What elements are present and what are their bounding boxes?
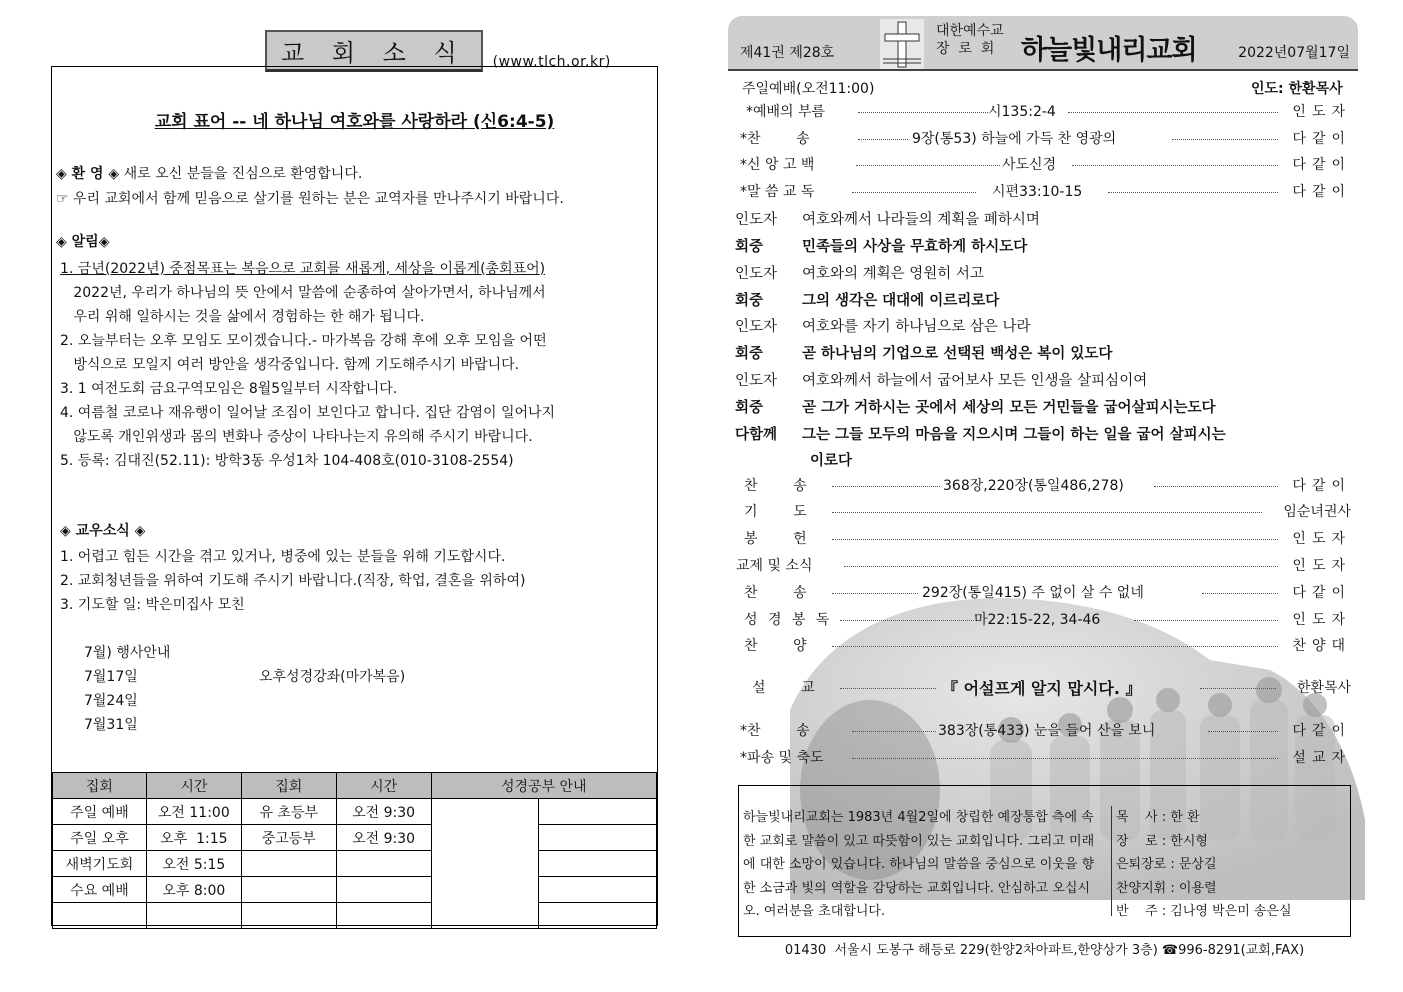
responsive-line: 이로다 xyxy=(810,453,853,469)
table-row xyxy=(53,877,657,903)
notice-item: 방식으로 모일지 여러 방안을 생각중입니다. 함께 기도해주시기 바랍니다. xyxy=(60,357,520,373)
table-cell xyxy=(539,877,657,903)
notice-item: 4. 여름철 코로나 재유행이 일어날 조짐이 보인다고 합니다. 집단 감염이 일어나지 xyxy=(60,405,556,421)
notice-item: 2. 오늘부터는 오후 모임도 모이겠습니다.- 마가복음 강해 후에 오후 모임을 어떤 xyxy=(60,333,547,349)
prayer-item: 1. 어렵고 힘든 시간을 겪고 있거나, 병중에 있는 분들을 위해 기도합시다. xyxy=(60,549,506,565)
service-title: 주일예배(오전11:00) xyxy=(742,81,875,97)
table-cell xyxy=(539,825,657,851)
responsive-line: 회중 곧 그가 거하시는 곳에서 세상의 모든 거민들을 굽어살피시는도다 xyxy=(735,400,1216,416)
column-header: 집회 xyxy=(241,773,336,799)
column-header: 집회 xyxy=(53,773,147,799)
church-intro-text: 하늘빛내리교회는 1983년 4월2일에 창립한 예장통합 측에 속한 교회로 말씀이 있고 따뜻함이 있는 교회입니다. 그리고 미래에 대한 소망이 있습니다. 하나님의 말씀을 중심으로 이웃을 향한 소금과 빛의 역할을 감당하는 교회입니다. 안심하고 오십시오. 여러분을 초대합니다. xyxy=(743,810,1095,919)
welcome-text: ☞ 우리 교회에서 함께 믿음으로 살기를 원하는 분은 교역자를 만나주시기 바랍니다. xyxy=(56,191,564,207)
order-item: *말 씀 교 독 시편33:10-15 다같이 xyxy=(740,184,1351,200)
table-cell: 오후 8:00 xyxy=(146,877,241,903)
church-address: 01430 서울시 도봉구 해등로 229(한양2차아파트,한양상가 3층) ☎996-8291(교회,FAX) xyxy=(784,943,1305,958)
prayer-heading: ◈ 교우소식 ◈ xyxy=(60,523,146,539)
table-cell: 오전 9:30 xyxy=(336,825,431,851)
order-item: 기 도 임순녀권사 xyxy=(744,504,1351,520)
page-title: 교 회 소 식 xyxy=(265,30,483,72)
staff-item: 장 로 : 한시형 xyxy=(1116,833,1208,849)
sermon-title: 『 어설프게 알지 맙시다. 』 xyxy=(942,679,1142,698)
notice-item: 5. 등록: 김대진(52.11): 방학3동 우성1차 104-408호(010-3108-2554) xyxy=(60,453,514,469)
table-cell: 유 초등부 xyxy=(241,799,336,825)
table-cell xyxy=(539,851,657,877)
responsive-line: 인도자 여호와께서 나라들의 계획을 폐하시며 xyxy=(735,212,1040,228)
sermon-item: 설 교 『 어설프게 알지 맙시다. 』 한환목사 xyxy=(736,677,1351,701)
table-cell xyxy=(146,903,241,929)
staff-item: 반 주 : 김나영 박은미 송은실 xyxy=(1116,904,1292,919)
event-date: 7월17일 xyxy=(84,669,138,685)
prayer-item: 2. 교회청년들을 위하여 기도해 주시기 바랍니다.(직장, 학업, 결혼을 위하여) xyxy=(60,573,526,589)
church-motto: 교회 표어 -- 네 하나님 여호와를 사랑하라 (신6:4-5) xyxy=(154,112,555,132)
bible-study-cell xyxy=(431,799,539,929)
order-item: *예배의 부름 시135:2-4 인도자 xyxy=(746,104,1351,120)
service-leader: 인도: 한환목사 xyxy=(1251,81,1343,97)
order-item: 봉 헌 인도자 xyxy=(744,531,1351,547)
notice-item: 2022년, 우리가 하나님의 뜻 안에서 말씀에 순종하여 살아가면서, 하나님께서 xyxy=(60,285,546,301)
bulletin-header xyxy=(728,16,1358,71)
responsive-line: 인도자 여호와를 자기 하나님으로 삼은 나라 xyxy=(735,319,1031,335)
bulletin-date: 2022년07월17일 xyxy=(1238,45,1350,61)
order-item: 찬 송 368장,220장(통일486,278) 다같이 xyxy=(744,478,1351,494)
notice-item: 않도록 개인위생과 몸의 변화나 증상이 나타나는지 유의해 주시기 바랍니다. xyxy=(60,429,533,445)
table-cell: 주일 오후 xyxy=(53,825,147,851)
order-item: 성 경 봉 독 마22:15-22, 34-46 인도자 xyxy=(744,612,1351,628)
table-cell xyxy=(336,877,431,903)
table-cell xyxy=(336,851,431,877)
table-cell xyxy=(241,851,336,877)
order-item: *찬 송 383장(통433) 눈을 들어 산을 보니 다같이 xyxy=(740,723,1351,739)
meeting-schedule-table xyxy=(52,772,657,929)
table-cell: 새벽기도회 xyxy=(53,851,147,877)
column-header: 시간 xyxy=(146,773,241,799)
table-cell xyxy=(539,799,657,825)
order-item: 찬 양 찬양대 xyxy=(744,638,1351,654)
website-url[interactable]: (www.tlch.or.kr) xyxy=(492,54,611,70)
table-row xyxy=(53,825,657,851)
table-cell xyxy=(539,903,657,929)
table-cell xyxy=(241,903,336,929)
responsive-line: 다함께 그는 그들 모두의 마음을 지으시며 그들이 하는 일을 굽어 살피시는 xyxy=(735,427,1226,443)
notice-item: 우리 위해 일하시는 것을 삶에서 경험하는 한 해가 됩니다. xyxy=(60,309,425,325)
table-cell: 오전 9:30 xyxy=(336,799,431,825)
table-row xyxy=(53,903,657,929)
responsive-line: 회중 그의 생각은 대대에 이르리로다 xyxy=(735,293,1000,309)
table-row xyxy=(53,799,657,825)
event-name: 오후성경강좌(마가복음) xyxy=(259,669,406,685)
table-header-row xyxy=(53,773,657,799)
column-header: 시간 xyxy=(336,773,431,799)
notice-item: 1. 금년(2022년) 중점목표는 복음으로 교회를 새롭게, 세상을 이롭게(총회표어) xyxy=(60,261,546,277)
table-cell: 오전 11:00 xyxy=(146,799,241,825)
welcome-heading: ◈ 환 영 ◈ 새로 오신 분들을 진심으로 환영합니다. xyxy=(56,166,363,182)
responsive-line: 인도자 여호와의 계획은 영원히 서고 xyxy=(735,266,984,282)
staff-item: 목 사 : 한 환 xyxy=(1116,810,1200,825)
staff-list xyxy=(1111,806,1292,919)
column-header: 성경공부 안내 xyxy=(431,773,656,799)
volume-number: 제41권 제28호 xyxy=(740,45,835,61)
notice-item: 3. 1 여전도회 금요구역모임은 8월5일부터 시작합니다. xyxy=(60,381,398,397)
table-row xyxy=(53,851,657,877)
church-news-box xyxy=(51,66,658,926)
responsive-line: 회중 곧 하나님의 기업으로 선택된 백성은 복이 있도다 xyxy=(735,346,1113,362)
order-item: *파송 및 축도 설교자 xyxy=(740,750,1351,766)
church-intro-box xyxy=(738,785,1351,937)
order-item: 교제 및 소식 인도자 xyxy=(736,558,1351,574)
order-item: 찬 송 292장(통일415) 주 없이 살 수 없네 다같이 xyxy=(744,585,1351,601)
event-date: 7월31일 xyxy=(84,717,138,733)
order-item: *신 앙 고 백 사도신경 다같이 xyxy=(740,157,1351,173)
prayer-item: 3. 기도할 일: 박은미집사 모친 xyxy=(60,597,245,613)
responsive-line: 인도자 여호와께서 하늘에서 굽어보사 모든 인생을 살피심이여 xyxy=(735,373,1148,389)
staff-item: 찬양지휘 : 이용렬 xyxy=(1116,880,1217,896)
table-cell: 오전 5:15 xyxy=(146,851,241,877)
table-cell xyxy=(53,903,147,929)
denomination: 대한예수교 장 로 회 xyxy=(936,23,1004,57)
church-name: 하늘빛내리교회 xyxy=(1021,35,1197,66)
event-date: 7월24일 xyxy=(84,693,138,709)
table-cell: 오후 1:15 xyxy=(146,825,241,851)
responsive-line: 회중 민족들의 사상을 무효하게 하시도다 xyxy=(735,239,1028,255)
order-item: *찬 송 9장(통53) 하늘에 가득 찬 영광의 다같이 xyxy=(740,131,1351,147)
table-cell: 수요 예배 xyxy=(53,877,147,903)
cross-logo-icon xyxy=(880,19,924,69)
table-cell xyxy=(241,877,336,903)
events-heading: 7월) 행사안내 xyxy=(84,645,171,661)
table-cell xyxy=(336,903,431,929)
notice-heading: ◈ 알림◈ xyxy=(56,234,110,250)
staff-item: 은퇴장로 : 문상길 xyxy=(1116,857,1217,872)
table-cell: 중고등부 xyxy=(241,825,336,851)
table-cell: 주일 예배 xyxy=(53,799,147,825)
